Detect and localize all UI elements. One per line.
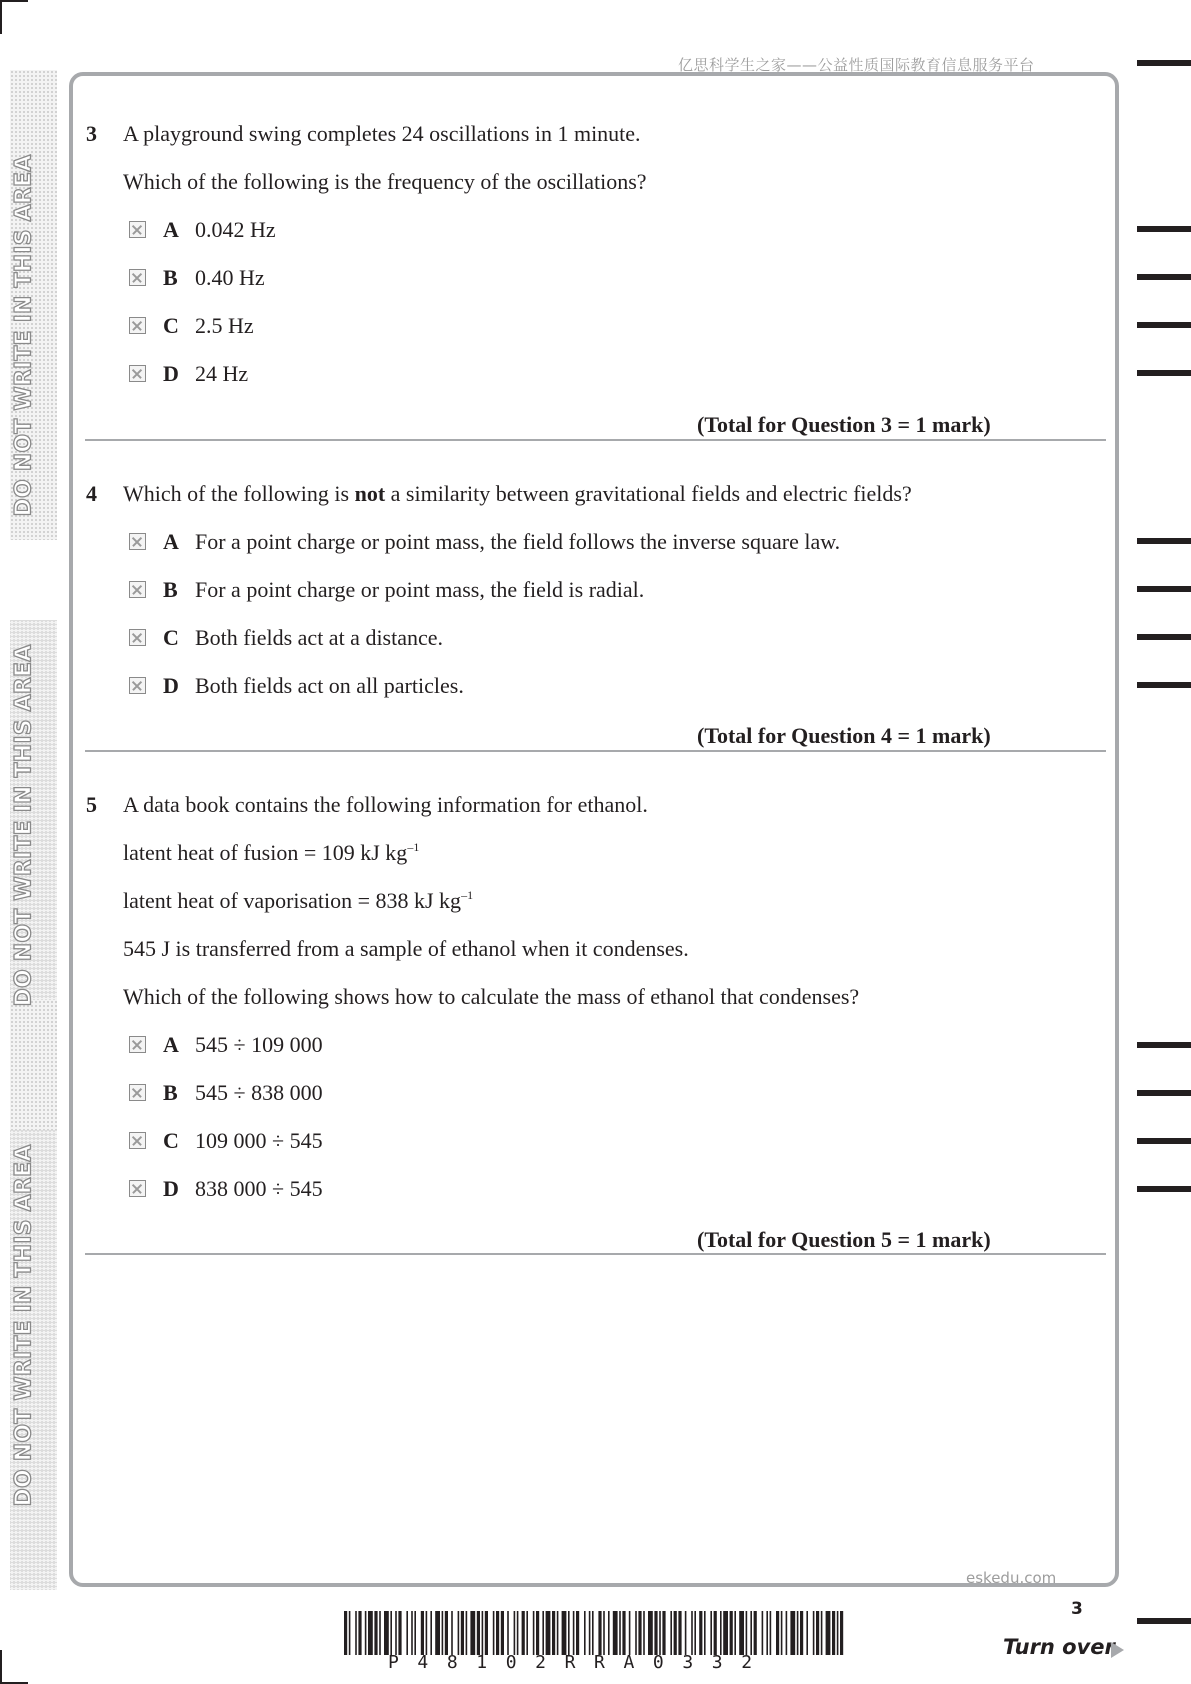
barcode-bar — [562, 1611, 567, 1655]
turn-over-label: Turn over — [1003, 1635, 1115, 1659]
barcode-bar — [485, 1611, 488, 1655]
option-text: 545 ÷ 838 000 — [195, 1080, 323, 1105]
barcode-bar — [493, 1611, 495, 1655]
barcode-bar — [542, 1611, 544, 1655]
barcode-bar — [470, 1611, 475, 1655]
barcode-bar — [613, 1611, 618, 1655]
option-letter: D — [163, 673, 179, 698]
barcode-bar — [797, 1611, 799, 1655]
option-text: Both fields act on all particles. — [195, 673, 464, 698]
option-letter: B — [163, 1080, 178, 1105]
barcode-bar — [766, 1611, 768, 1655]
registration-mark — [1137, 1090, 1191, 1096]
barcode-bar — [517, 1611, 519, 1655]
option-text: 109 000 ÷ 545 — [195, 1128, 323, 1153]
registration-mark — [1137, 370, 1191, 376]
barcode-bar — [374, 1611, 377, 1655]
barcode-bar — [739, 1611, 744, 1655]
barcode-bar — [552, 1611, 555, 1655]
option-letter: C — [163, 625, 179, 650]
barcode-bar — [589, 1611, 591, 1655]
option-text: Both fields act at a distance. — [195, 625, 444, 650]
barcode-bar — [496, 1611, 499, 1655]
question-total: (Total for Question 5 = 1 mark) — [697, 1227, 991, 1252]
option-text: 0.042 Hz — [195, 217, 276, 242]
barcode — [344, 1611, 844, 1655]
barcode-bar — [734, 1611, 736, 1655]
barcode-bar — [522, 1611, 525, 1655]
barcode-bar — [384, 1611, 389, 1655]
question-stem: A playground swing completes 24 oscillations in 1 minute. — [123, 121, 641, 146]
barcode-bar — [670, 1611, 672, 1655]
question-stem: Which of the following shows how to calculate the mass of ethanol that condenses? — [123, 984, 860, 1009]
barcode-bar — [395, 1611, 397, 1655]
barcode-bar — [662, 1611, 665, 1655]
option-letter: D — [163, 1176, 179, 1201]
barcode-bar — [816, 1611, 819, 1655]
registration-mark — [1137, 586, 1191, 592]
barcode-bar — [674, 1611, 677, 1655]
option-text: 0.40 Hz — [195, 265, 265, 290]
answer-checkbox[interactable] — [129, 221, 146, 238]
page-frame — [69, 72, 1119, 1587]
crop-mark — [0, 0, 2, 34]
barcode-bar — [365, 1611, 367, 1655]
barcode-bar — [435, 1611, 440, 1655]
answer-checkbox[interactable] — [129, 1084, 146, 1101]
barcode-bar — [458, 1611, 460, 1655]
margin-warning: DO NOT WRITE IN THIS AREA — [11, 1144, 37, 1506]
barcode-bar — [762, 1611, 764, 1655]
barcode-bar — [461, 1611, 464, 1655]
barcode-bar — [619, 1611, 621, 1655]
registration-mark — [1137, 538, 1191, 544]
question-total: (Total for Question 4 = 1 mark) — [697, 723, 991, 748]
question-number: 5 — [86, 792, 97, 817]
option-letter: C — [163, 313, 179, 338]
option-text: 545 ÷ 109 000 — [195, 1032, 323, 1057]
page-number: 3 — [1071, 1599, 1083, 1619]
barcode-bar — [414, 1611, 416, 1655]
barcode-bar — [466, 1611, 468, 1655]
question-stem: 545 J is transferred from a sample of ethanol when it condenses. — [123, 936, 689, 961]
barcode-bar — [603, 1611, 605, 1655]
barcode-bar — [678, 1611, 681, 1655]
option-text: For a point charge or point mass, the field follows the inverse square law. — [195, 529, 841, 554]
barcode-bar — [643, 1611, 645, 1655]
barcode-bar — [754, 1611, 757, 1655]
barcode-bar — [750, 1611, 752, 1655]
answer-checkbox[interactable] — [129, 533, 146, 550]
barcode-bar — [714, 1611, 717, 1655]
footer-watermark: eskedu.com — [966, 1569, 1057, 1587]
option-letter: A — [163, 529, 179, 554]
registration-mark — [1137, 634, 1191, 640]
barcode-bar — [445, 1611, 448, 1655]
barcode-bar — [344, 1611, 347, 1655]
question-stem: Which of the following is the frequency of the oscillations? — [123, 169, 647, 194]
crop-mark — [0, 0, 28, 2]
barcode-bar — [691, 1611, 693, 1655]
answer-checkbox[interactable] — [129, 1132, 146, 1149]
registration-mark — [1137, 1042, 1191, 1048]
barcode-bar — [557, 1611, 559, 1655]
barcode-bar — [390, 1611, 392, 1655]
barcode-bar — [837, 1611, 839, 1655]
option-letter: B — [163, 265, 178, 290]
registration-mark — [1137, 274, 1191, 280]
barcode-bar — [426, 1611, 428, 1655]
turn-over-arrow-icon — [1111, 1642, 1124, 1658]
barcode-bar — [368, 1611, 373, 1655]
barcode-bar — [477, 1611, 480, 1655]
question-stem: Which of the following is not a similarity between gravitational fields and electric fields? — [123, 481, 912, 506]
option-text: For a point charge or point mass, the field is radial. — [195, 577, 645, 602]
registration-mark — [1137, 1618, 1191, 1624]
data-line-vaporisation: latent heat of vaporisation = 838 kJ $kg^{-1}$ — [123, 888, 474, 913]
barcode-bar — [704, 1611, 706, 1655]
barcode-bar — [592, 1611, 594, 1655]
answer-checkbox[interactable] — [129, 581, 146, 598]
crop-mark — [0, 1650, 2, 1684]
question-stem: A data book contains the following information for ethanol. — [123, 792, 648, 817]
option-letter: C — [163, 1128, 179, 1153]
barcode-bar — [608, 1611, 610, 1655]
option-text: 2.5 Hz — [195, 313, 254, 338]
answer-checkbox[interactable] — [129, 677, 146, 694]
answer-checkbox[interactable] — [129, 317, 146, 334]
barcode-bar — [629, 1611, 631, 1655]
question-total: (Total for Question 3 = 1 mark) — [697, 412, 991, 437]
registration-mark — [1137, 1186, 1191, 1192]
barcode-text: P48102RRA0332 — [388, 1652, 771, 1673]
option-letter: B — [163, 577, 178, 602]
barcode-bar — [349, 1611, 351, 1655]
barcode-bar — [770, 1611, 772, 1655]
barcode-bar — [806, 1611, 808, 1655]
barcode-bar — [720, 1611, 722, 1655]
answer-checkbox[interactable] — [129, 269, 146, 286]
barcode-bar — [694, 1611, 696, 1655]
barcode-bar — [398, 1611, 401, 1655]
barcode-bar — [821, 1611, 823, 1655]
barcode-bar — [501, 1611, 504, 1655]
answer-checkbox[interactable] — [129, 629, 146, 646]
barcode-bar — [526, 1611, 528, 1655]
barcode-bar — [786, 1611, 788, 1655]
barcode-bar — [659, 1611, 661, 1655]
barcode-bar — [406, 1611, 408, 1655]
barcode-bar — [781, 1611, 783, 1655]
barcode-bar — [536, 1611, 539, 1655]
barcode-bar — [699, 1611, 702, 1655]
registration-mark — [1137, 1138, 1191, 1144]
barcode-bar — [654, 1611, 657, 1655]
margin-warning: DO NOT WRITE IN THIS AREA — [11, 644, 37, 1006]
barcode-bar — [813, 1611, 815, 1655]
registration-mark — [1137, 682, 1191, 688]
answer-checkbox[interactable] — [129, 1036, 146, 1053]
data-line-fusion: latent heat of fusion = 109 kJ $kg^{-1}$ — [123, 840, 420, 865]
barcode-bar — [355, 1611, 357, 1655]
barcode-bar — [826, 1611, 831, 1655]
barcode-bar — [546, 1611, 551, 1655]
barcode-bar — [622, 1611, 625, 1655]
barcode-bar — [723, 1611, 728, 1655]
barcode-bar — [790, 1611, 795, 1655]
header-watermark: 亿思科学生之家——公益性质国际教育信息服务平台 — [678, 56, 1035, 74]
barcode-bar — [746, 1611, 748, 1655]
answer-checkbox[interactable] — [129, 365, 146, 382]
margin-warning: DO NOT WRITE IN THIS AREA — [11, 154, 37, 516]
registration-mark — [1137, 60, 1191, 66]
barcode-bar — [648, 1611, 653, 1655]
barcode-bar — [442, 1611, 444, 1655]
barcode-bar — [685, 1611, 687, 1655]
barcode-bar — [635, 1611, 637, 1655]
barcode-bar — [568, 1611, 570, 1655]
barcode-bar — [507, 1611, 509, 1655]
barcode-bar — [584, 1611, 586, 1655]
barcode-bar — [800, 1611, 803, 1655]
question-divider — [85, 1253, 1106, 1255]
barcode-bar — [576, 1611, 579, 1655]
question-number: 4 — [86, 481, 97, 506]
barcode-bar — [710, 1611, 712, 1655]
barcode-bar — [573, 1611, 575, 1655]
option-letter: D — [163, 361, 179, 386]
barcode-bar — [358, 1611, 361, 1655]
barcode-bar — [451, 1611, 453, 1655]
margin-strip — [10, 1000, 57, 1130]
barcode-bar — [411, 1611, 413, 1655]
registration-mark — [1137, 226, 1191, 232]
barcode-bar — [533, 1611, 535, 1655]
option-text: 24 Hz — [195, 361, 249, 386]
barcode-bar — [776, 1611, 779, 1655]
option-text: 838 000 ÷ 545 — [195, 1176, 323, 1201]
barcode-bar — [730, 1611, 733, 1655]
barcode-bar — [832, 1611, 835, 1655]
option-letter: A — [163, 1032, 179, 1057]
barcode-bar — [598, 1611, 601, 1655]
barcode-bar — [482, 1611, 484, 1655]
question-number: 3 — [86, 121, 97, 146]
barcode-bar — [421, 1611, 424, 1655]
barcode-bar — [430, 1611, 432, 1655]
question-divider — [85, 439, 1106, 441]
barcode-bar — [379, 1611, 381, 1655]
answer-checkbox[interactable] — [129, 1180, 146, 1197]
registration-mark — [1137, 322, 1191, 328]
question-divider — [85, 750, 1106, 752]
option-letter: A — [163, 217, 179, 242]
barcode-bar — [514, 1611, 516, 1655]
barcode-bar — [638, 1611, 641, 1655]
barcode-bar — [840, 1611, 843, 1655]
